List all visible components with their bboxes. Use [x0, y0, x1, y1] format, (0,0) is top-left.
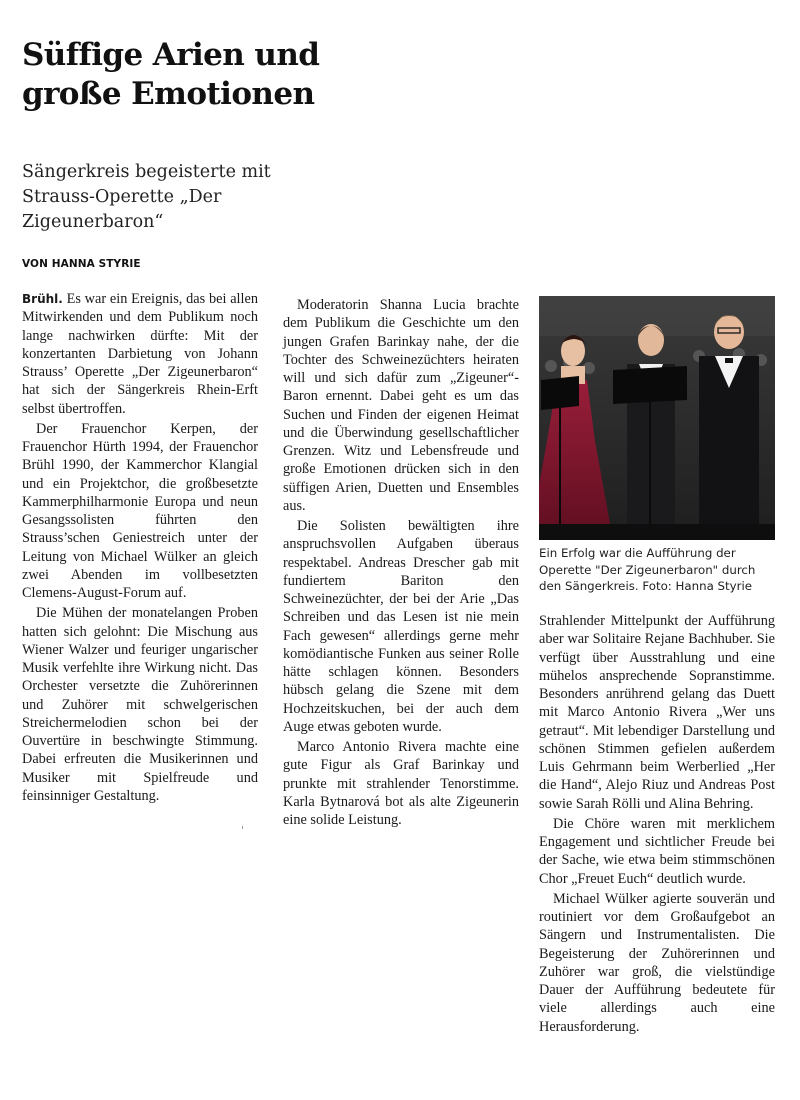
- article-column-2: [283, 296, 519, 831]
- article-paragraph: Moderatorin Shanna Lucia brachte dem Publikum die Geschichte um den jungen Grafen Barinkay nahe, der die Tochter des Schweinezüchters heiraten will und sich dafür zum „Zigeuner“-Baron ernennt. Dabei geht es um das Suchen und Finden der eigenen Heimat und die Überwindung gesellschaftlicher Grenzen. Witz und Lebensfreude und große Emotionen drücken sich in den süffigen Arien, Duetten und Ensembles aus.: [283, 297, 519, 514]
- article-paragraph: Der Frauenchor Kerpen, der Frauenchor Hürth 1994, der Frauenchor Brühl 1990, der Kammerchor Klangial und ein Projektchor, die großbesetzte Kammerphilharmonie Europa und neun Gesangssolisten führten den Strauss’schen Geniestreich unter der Leitung von Michael Wülker an gleich zwei Abenden im vollbesetzten Clemens-August-Forum auf.: [22, 420, 258, 601]
- dateline: Brühl.: [22, 292, 63, 306]
- byline: VON HANNA STYRIE: [22, 258, 141, 270]
- photo-caption: Ein Erfolg war die Aufführung der Operette "Der Zigeunerbaron" durch den Sängerkreis. Foto: Hanna Styrie: [539, 546, 756, 593]
- headline: Süffige Arien und große Emotionen: [22, 37, 320, 112]
- article-column-1: [22, 290, 258, 807]
- article-paragraph: Marco Antonio Rivera machte eine gute Figur als Graf Barinkay und prunkte mit strahlender Tenorstimme. Karla Bytnarová bot als alte Zigeunerin eine solide Leistung.: [283, 739, 519, 828]
- article-column-3: [539, 612, 775, 1038]
- print-mark: [242, 826, 243, 829]
- subheadline: Sängerkreis begeisterte mit Strauss-Operette „Der Zigeunerbaron“: [22, 162, 271, 232]
- article-paragraph: Die Chöre waren mit merklichem Engagement und sichtlicher Freude bei der Sache, wie etwa beim stimmschönen Chor „Freuet Euch“ deutlich wurde.: [539, 815, 775, 887]
- article-paragraph: [22, 290, 258, 418]
- article-photo: [539, 296, 775, 540]
- article-paragraph: Die Solisten bewältigten ihre anspruchsvollen Aufgaben überaus respektabel. Andreas Drescher gab mit fundiertem Bariton den Schweinezüchter, der bei der Arie „Das Schreiben und das Lesen ist nie mein Fach gewesen“ allerdings gerne mehr komödiantische Funken aus seiner Rolle hätte schlagen können. Besonders hübsch gelang die Szene mit dem Hochzeitskuchen, bei der auch dem Auge etwas geboten wurde.: [283, 518, 519, 735]
- article-paragraph: Strahlender Mittelpunkt der Aufführung aber war Solitaire Rejane Bachhuber. Sie verfügt über Ausstrahlung und eine mühelos ansprechende Sopranstimme. Besonders anrührend gelang das Duett mit Marco Antonio Rivera „Wer uns getraut“. Mit lebendiger Darstellung und schönen Stimmen gefielen außerdem Luis Gehrmann beim Werberlied „Her die Hand“, Alejo Riuz und Andreas Post sowie Sarah Rölli und Alina Behring.: [539, 613, 775, 812]
- concert-photo-illustration: [539, 296, 775, 540]
- article-paragraph: Michael Wülker agierte souverän und routiniert vor dem Großaufgebot an Sängern und Instrumentalisten. Die Begeisterung der Zuhörerinnen und Zuhörer war groß, die vielstündige Dauer der Aufführung bedeutete für viele allerdings auch eine Herausforderung.: [539, 890, 775, 1035]
- article-paragraph: Die Mühen der monatelangen Proben hatten sich gelohnt: Die Mischung aus Wiener Walzer und feuriger ungarischer Musik verfehlte ihre Wirkung nicht. Das Orchester versetzte die Zuhörerinnen und Zuhörer mit schwelgerischen Streichermelodien schon bei der Ouvertüre in beschwingte Stimmung. Dabei erfreuten die Musikerinnen und Musiker mit Spielfreude und feinsinniger Gestaltung.: [22, 605, 258, 804]
- paragraph-text: Es war ein Ereignis, das bei allen Mitwirkenden und dem Publikum noch lange nachwirken dürfte: Mit der konzertanten Darbietung von Johann Strauss’ Operette „Der Zigeunerbaron“ hat sich der Sängerkreis Rhein-Erft selbst übertroffen.: [22, 291, 258, 417]
